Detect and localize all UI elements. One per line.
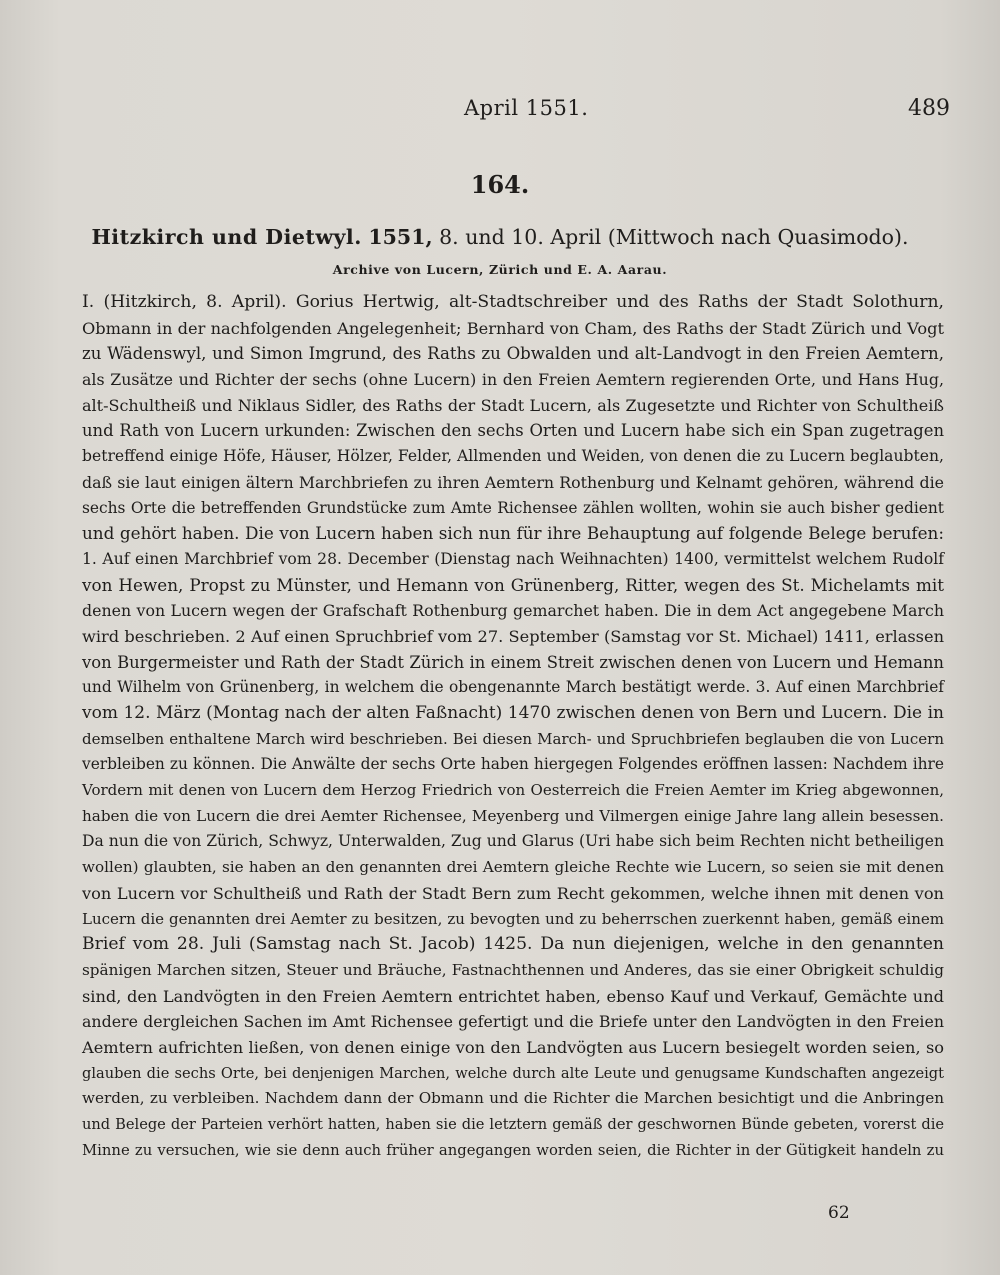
text-line: werden, zu verbleiben. Nachdem dann der Obmann und die Richter die Marchen besichtigt und die Anbringen [82, 1089, 944, 1108]
text-line: Brief vom 28. Juli (Samstag nach St. Jacob) 1425. Da nun diejenigen, welche in den genannten [82, 934, 944, 955]
text-line: spänigen Marchen sitzen, Steuer und Bräuche, Fastnachthennen und Anderes, das sie einer Obrigkeit schuldig [82, 960, 944, 979]
text-line: und gehört haben. Die von Lucern haben sich nun für ihre Behauptung auf folgende Belege berufen: [82, 523, 944, 544]
text-line: Vordern mit denen von Lucern dem Herzog Friedrich von Oesterreich die Freien Aemter im Krieg abgewonnen, [82, 781, 944, 800]
page-number: 489 [908, 96, 950, 121]
text-line: 1. Auf einen Marchbrief vom 28. December (Dienstag nach Weihnachten) 1400, vermittelst welchem Rudolf [82, 549, 944, 568]
text-line: von Burgermeister und Rath der Stadt Zürich in einem Streit zwischen denen von Lucern und Hemann [82, 652, 944, 672]
text-line: vom 12. März (Montag nach der alten Faßnacht) 1470 zwischen denen von Bern und Lucern. Die in [82, 703, 944, 723]
text-line: haben die von Lucern die drei Aemter Richensee, Meyenberg und Vilmergen einige Jahre lang allein besessen. [82, 806, 944, 825]
text-line: andere dergleichen Sachen im Amt Richensee gefertigt und die Briefe unter den Landvögten in den Freien [82, 1012, 944, 1032]
text-line: daß sie laut einigen ältern Marchbriefen zu ihren Aemtern Rothenburg und Kelnamt gehören, während die [82, 472, 944, 492]
text-line: alt-Schultheiß und Niklaus Sidler, des Raths der Stadt Lucern, als Zugesetzte und Richter von Schultheiß [82, 395, 944, 415]
text-line: sechs Orte die betreffenden Grundstücke zum Amte Richensee zählen wollten, wohin sie auch bisher gedient [82, 498, 944, 517]
archive-sources: Archive von Lucern, Zürich und E. A. Aarau. [332, 262, 668, 277]
heading-year: 1551, [368, 225, 433, 249]
text-line: Obmann in der nachfolgenden Angelegenheit; Bernhard von Cham, des Raths der Stadt Zürich und Vogt [82, 318, 944, 338]
running-title: April 1551. [464, 96, 589, 120]
heading-places: Hitzkirch und Dietwyl. [91, 225, 362, 249]
text-line: und Rath von Lucern urkunden: Zwischen den sechs Orten und Lucern habe sich ein Span zugetragen [82, 421, 944, 441]
text-line: wollen) glaubten, sie haben an den genannten drei Aemtern gleiche Rechte wie Lucern, so seien sie mit denen [82, 858, 944, 877]
text-line: verbleiben zu können. Die Anwälte der sechs Orte haben hiergegen Folgendes eröffnen lassen: Nachdem ihre [82, 755, 944, 774]
text-line: denen von Lucern wegen der Grafschaft Rothenburg gemarchet haben. Die in dem Act angegebene March [82, 601, 944, 621]
text-line: zu Wädenswyl, und Simon Imgrund, des Raths zu Obwalden und alt-Landvogt in den Freien Aemtern, [82, 344, 944, 364]
heading-dates: 8. und 10. April (Mittwoch nach Quasimodo). [439, 225, 909, 249]
text-line: Minne zu versuchen, wie sie denn auch früher angegangen worden seien, die Richter in der Gütigkeit handeln zu [82, 1141, 944, 1159]
text-line: I. (Hitzkirch, 8. April). Gorius Hertwig, alt-Stadtschreiber und des Raths der Stadt Solothurn, [82, 292, 944, 312]
signature-mark: 62 [828, 1203, 850, 1223]
text-line: und Belege der Parteien verhört hatten, haben sie die letztern gemäß der geschwornen Bünde gebeten, vorerst die [82, 1116, 944, 1133]
text-line: glauben die sechs Orte, bei denjenigen Marchen, welche durch alte Leute und genugsame Kundschaften angezeigt [82, 1064, 944, 1082]
text-line: demselben enthaltene March wird beschrieben. Bei diesen March- und Spruchbriefen beglauben die von Lucern [82, 729, 944, 748]
text-line: betreffend einige Höfe, Häuser, Hölzer, Felder, Allmenden und Weiden, von denen die zu Lucern beglaubten, [82, 447, 944, 466]
document-number: 164. [470, 170, 530, 199]
text-line: und Wilhelm von Grünenberg, in welchem die obengenannte March bestätigt werde. 3. Auf einen Marchbrief [82, 678, 944, 697]
text-line: Aemtern aufrichten ließen, von denen einige von den Landvögten aus Lucern besiegelt worden seien, so [82, 1037, 944, 1057]
text-line: sind, den Landvögten in den Freien Aemtern entrichtet haben, ebenso Kauf und Verkauf, Gemächte und [82, 986, 944, 1006]
text-line: Lucern die genannten drei Aemter zu besitzen, zu bevogten und zu beherrschen zuerkennt haben, gemäß einem [82, 909, 944, 928]
text-line: als Zusätze und Richter der sechs (ohne Lucern) in den Freien Aemtern regierenden Orte, und Hans Hug, [82, 370, 944, 390]
running-head [80, 96, 950, 124]
document-heading [0, 225, 1000, 249]
body-text [82, 290, 944, 1163]
text-line: wird beschrieben. 2 Auf einen Spruchbrief vom 27. September (Samstag vor St. Michael) 1411, erlassen [82, 626, 944, 646]
text-line: von Lucern vor Schultheiß und Rath der Stadt Bern zum Recht gekommen, welche ihnen mit denen von [82, 883, 944, 903]
text-line: von Hewen, Propst zu Münster, und Hemann von Grünenberg, Ritter, wegen des St. Michelamts mit [82, 574, 944, 595]
text-line: Da nun die von Zürich, Schwyz, Unterwalden, Zug und Glarus (Uri habe sich beim Rechten nicht betheiligen [82, 832, 944, 851]
